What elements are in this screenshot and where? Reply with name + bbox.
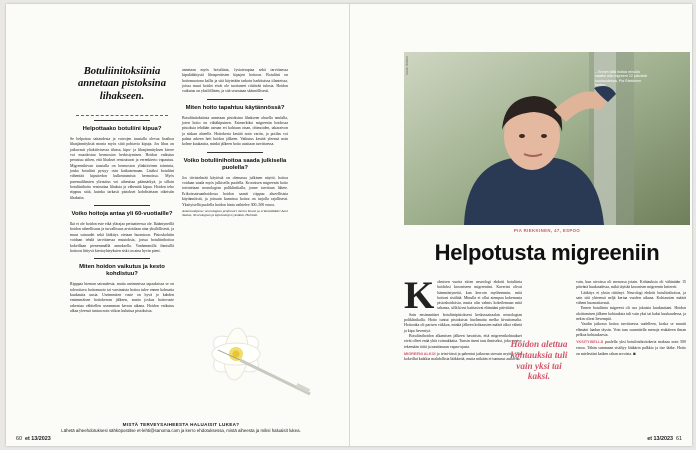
section-body: annetaan myös botuliinia, fysioterapiaa sekä tarvittaessa kipulääkitystä lihasperäisten kipujen hoitoon. Botuliini on hoitomuotona kallis ja sitä käytetään tarkoin harkituissa tilanteissa, joissa muut hoidot eivät ole tuottaneet riittävää tulosta. Hoidon vaikutus on yksilöllinen, ja sitä seurataan säännöllisesti. bbox=[182, 68, 288, 94]
pull-quote-2: Hoidon alettua kohtauksia tuli vain yksi tai kaksi. bbox=[510, 339, 568, 382]
body-paragraph: vain, kun aivoissa oli menossa jotain. Kohtauksia oli vähintään 15 päivänä kuukaudessa, mikä täyttää kroonisen migreenin kriteerit. bbox=[576, 280, 686, 290]
end-mark-icon: ◙ bbox=[633, 350, 636, 356]
photo-caption: – Ennen tätä hoitoa minulla saattoi olla migreeni 22 päivänä kuukaudessa, Pia Riekkinen kertoo. bbox=[595, 70, 647, 88]
section-tag: MIGREENI ALKOI bbox=[404, 351, 436, 356]
flower-icon bbox=[208, 327, 264, 381]
right-column-2 bbox=[576, 280, 686, 357]
footer-subtitle: Lähetä aiheehdotuksesi sähköpostitse et-lehti@sanoma.com ja kerro ehdotuksessa, mistä aiheesta ja miksi haluaisit lukea. bbox=[61, 428, 301, 433]
magazine-spread bbox=[6, 4, 692, 446]
portrait-image bbox=[404, 52, 690, 225]
section-body: Se helpottaa saitaudesta ja vaivojen taustalla olevaa lisaihoa lihasjännityksiä monta myös siitä pohtavia kipuja. Jos lihas on jatkuvasti yliaktiivisessa tilassa, kipu- ja lihasjännityksen kierre voi muodostua hermoston herkistymisen. Hoidon vaikutus perustuu siihen, että lihakset rentoutuvat ja verenkierto vapautuu. Migreenikivun taustalla on hermoston yliaktiivinen toiminta, jonka botuliini pystyy osin katkaisemaan. Lisäksi botuliini vähentää kiputiedon kulkeutumista hermoissa. Myös puremalihasten ylirasitus voi aiheuttaa päänsärkyä, ja silloin botuliinihoito rentouttaa lihaksia ja vähentää kipua. Hoidon teho riippuu siitä, kuinka tarkasti pistokset kohdistetaan oikeisiin lihaksiin. bbox=[70, 137, 174, 200]
page-number-left bbox=[16, 436, 51, 442]
heading-rule bbox=[207, 152, 263, 153]
heading-rule bbox=[207, 99, 263, 100]
left-page bbox=[6, 4, 349, 446]
section-heading: Miten hoidon vaikutus ja kesto kohdistuu? bbox=[79, 264, 165, 278]
section-heading: Helpottaako botuliini kipua? bbox=[82, 126, 162, 132]
section-body: Ripppaa hieman sairaudesta, mutta useimmissa tapauksissa se on toleroitava hoitomuoto tai varsinaista hoitoa tulee ennen kolmatta kuukautta uusia. Useimmiten vaste on hyvä jo kahden ensimmäisen hoitokerran jälkeen, mutta joskus hoitovaste rakentuu vähitellen useamman kerran aikana. Hoidon vaikutus alkaa yleensä tuntua noin viikon kuluttua pistoksista. bbox=[70, 282, 174, 313]
section-heading: Voiko botuliinihoitoa saada julkisella puolella? bbox=[183, 157, 287, 171]
left-column-1 bbox=[70, 120, 174, 315]
page-number-right bbox=[647, 436, 682, 442]
section-body: Botuliinitoksiinia annetaan pistoksina lihakseen ohuella neulalla, joten hoito on vähäkipuinen. Esimerkiksi migreenin hoidossa pistoksia tehdään useaan eri kohtaan otsan, ohimoiden, takaraivon ja niskan alueelle. Hoitokerta kestää noin vartin, ja potilas voi palata arkeen heti hoidon jälkeen. Vaikutus kestää yleensä noin kolme kuukautta, minkä jälkeen hoito uusitaan tarvittaessa. bbox=[182, 115, 288, 147]
pull-quote-divider bbox=[76, 115, 168, 116]
section-tag: YKSITYISELLÄ bbox=[576, 340, 604, 345]
reader-footer bbox=[36, 422, 326, 433]
pull-quote: Botuliinitoksiinia annetaan pistoksina lihakseen. bbox=[77, 66, 166, 102]
lead-paragraph: olmisen vuotta sitten neurologi ehdotti botuliinia hoidoksi krooniseen migreeniini. Kaverini olivat hämmästyneitä, kun kerroin myöhemmin, mitä hoitoni sisältää. Minulla ei ollut aiempaa kokemusta pistoshoidoista, mutta olin valmis kokeilemaan mitä tahansa, sillä kivut haittasivat elämääni päivittäin. bbox=[437, 280, 522, 311]
page-number: 61 bbox=[676, 436, 682, 442]
section-heading: Voiko hoitoja antaa yli 60-vuotiaille? bbox=[71, 211, 173, 218]
heading-rule bbox=[94, 205, 150, 206]
section-heading: Miten hoito tapahtuu käytännössä? bbox=[185, 104, 285, 111]
magazine-issue: et 13/2023 bbox=[647, 436, 673, 442]
body-paragraph: Botuliinihoidon alkamisen jälkeen havaitsin, että migreenikohtaukset eivät olleet enää yhtä voimakkaita. Tunsin itseni taas ihmiseksi, joka pystyy tekemään töitä ja nauttimaan vapaa-ajasta. bbox=[404, 333, 522, 349]
right-page bbox=[350, 4, 692, 446]
body-paragraph: Sain ensimmäiset botuliinipistokseni keskussairaalan neurologian poliklinikalla. Hoito tuntui pistoksista huolimatta melko kivuttomalta. Hoitoaika oli parisen viikkoa, minkä jälkeen kohtausten määrä alkoi vähetä ja kipu lieventyä. bbox=[404, 312, 522, 333]
flower-syringe-illustration bbox=[178, 302, 318, 412]
body-paragraph: Vaadin jatkossa hoitoa tarvittaessa uudelleen, koska se muutti elämäni laadun täysin. Voin taas suunnitella menoja etukäteen ilman pelkoa kohtauksesta. bbox=[576, 322, 686, 337]
body-paragraph: Lääkitys ei yksin riittänyt. Neurologi ehdotti botuliinihoitoa, ja sain sitä yhteensä neljä kertaa vuoden aikana. Kohtausten määrä väheni huomattavasti. bbox=[576, 290, 686, 306]
section-body: Jos tiivistelmää käytöstä on olemassa julkinen näyttö, hoitoa voidaan saada myös julkisella puolella. Kroonisen migreenin hoito toteutetaan neurologian poliklinikalla, jonne tarvitaan lähete. Erikoissairaanhoidossa hoidon saanti riippuu alueellisista käytännöistä, ja joissain kunnissa hoitoa on tarjolla rajallisesti. Yksityisellä puolella hoidon hinta vaihtelee 300–500 euroa. bbox=[182, 175, 288, 207]
body-paragraph: jo teini-iässä ja pahentui jatkuvan stressin myötä. Olin kokeillut kaikkia mahdollisia lääkkeitä, mutta mikään ei tuntunut auttavan. bbox=[404, 351, 522, 362]
body-paragraph: Ennen botuliinia migreeni oli osa jokaista kuukauttani. Hoidon aloittamisen jälkeen kohtauksia tuli vain yksi tai kaksi kuukaudessa, ja nekin olivat lievempiä. bbox=[576, 306, 686, 322]
heading-rule bbox=[94, 120, 150, 121]
drop-cap: K bbox=[404, 274, 435, 317]
body-paragraph: puolella yksi botuliinihoitokerta maksaa noin 500 euroa. Tähän summaan sisältyy lääkärin palkkio ja itse lääke. Hoito on mielestäni kaiken rahan arvoista. bbox=[576, 340, 686, 356]
page-number: 60 bbox=[16, 436, 22, 442]
article-title: Helpotusta migreeniin bbox=[434, 240, 660, 265]
left-column-2 bbox=[182, 68, 288, 219]
section-body: Ikä ei ole hoidon este eikä ylärajaa periaatteessa ole. Ikääntyneillä hoidon aiheellisuus ja turvallisuus arvioidaan aina yksilöllisesti, ja muut sairaudet sekä lääkitys otetaan huomioon. Pistoskohtiin voidaan tehdä tarvittaessa muutoksia, joissa botuliinihoitoa kokeillaan pienemmällä annoksella. Vanhemmilla ihmisillä hoitoon liittyvä kiertoyhteyksien riski on aina hyvin pieni. bbox=[70, 222, 174, 253]
expert-note: Asiantuntijana: neurologian professori Jarmo Kuusi ja erikoislääkäri Anni Taalas, Neurologian ja kipuhoitojen yksikkö, Helsinki. bbox=[182, 208, 288, 218]
photo-credit: KUVA: ISTOCK bbox=[406, 56, 409, 75]
heading-rule bbox=[94, 258, 150, 259]
magazine-issue: et 13/2023 bbox=[25, 436, 51, 442]
byline: PIA RIEKKINEN, 47, ESPOO bbox=[513, 228, 581, 233]
portrait-photo bbox=[404, 52, 690, 225]
footer-title: MISTÄ TERVEYSAIHEESTA HALUAISIT LUKEA? bbox=[122, 422, 240, 427]
